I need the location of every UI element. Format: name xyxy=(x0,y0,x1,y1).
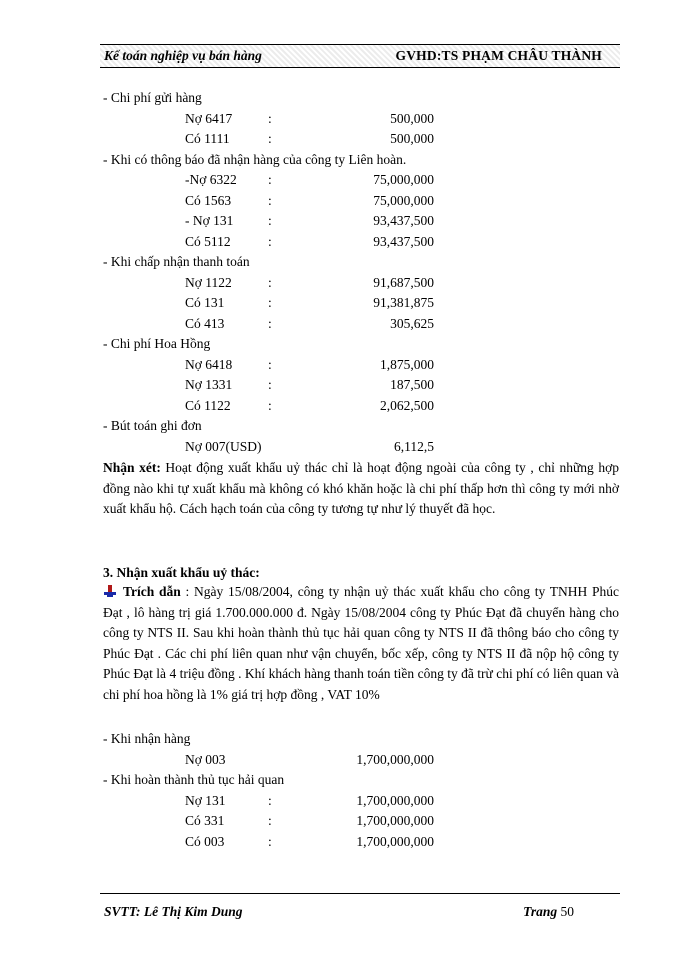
entry-colon: : xyxy=(268,295,272,310)
entry-account: Có 331 xyxy=(185,813,225,828)
entry-amount: 187,500 xyxy=(390,377,434,392)
entry-label: - Chi phí Hoa Hồng xyxy=(103,336,211,351)
page-label: Trang xyxy=(523,904,558,919)
entry-colon: : xyxy=(268,833,272,849)
excerpt-label: Trích dẫn xyxy=(123,584,181,599)
entry-colon: : xyxy=(268,274,272,290)
entry-colon: : xyxy=(268,377,272,392)
excerpt-paragraph xyxy=(103,582,619,705)
entry-amount: 1,700,000,000 xyxy=(356,751,434,767)
entry-amount: 1,700,000,000 xyxy=(356,813,434,828)
entry-account: Nợ 6417 xyxy=(185,110,233,126)
entry-amount: 93,437,500 xyxy=(373,233,434,249)
entry-account: -Nợ 6322 xyxy=(185,172,237,187)
entry-amount: 75,000,000 xyxy=(373,172,434,187)
entry-amount: 2,062,500 xyxy=(380,397,434,413)
entry-account: Nợ 003 xyxy=(185,751,226,767)
entry-account: Nợ 007(USD) xyxy=(185,438,262,454)
entry-account: Có 1122 xyxy=(185,397,231,413)
entry-amount: 1,700,000,000 xyxy=(356,792,434,808)
entry-account: Có 1111 xyxy=(185,131,230,146)
entry-label: - Chi phí gửi hàng xyxy=(103,90,202,105)
entry-account: Có 131 xyxy=(185,295,225,310)
header-instructor: GVHD:TS PHẠM CHÂU THÀNH xyxy=(395,48,602,63)
entry-account: - Nợ 131 xyxy=(185,213,234,228)
entry-amount: 500,000 xyxy=(390,131,434,146)
entry-colon: : xyxy=(268,172,272,187)
entry-amount: 1,875,000 xyxy=(380,356,434,372)
entry-colon: : xyxy=(268,192,272,208)
entry-colon: : xyxy=(268,213,272,228)
entry-colon: : xyxy=(268,397,272,413)
remark-label: Nhận xét: xyxy=(103,460,161,475)
entry-amount: 91,687,500 xyxy=(373,274,434,290)
excerpt-text: : Ngày 15/08/2004, công ty nhận uỷ thác xuất khẩu cho công ty TNHH Phúc Đạt , lô hàng trị giá 1.700.000.000 đ. Ngày 15/08/2004 công ty Phúc Đạt đã chuyển hàng cho công ty NTS II. Sau khi hoàn thành thủ tục hải quan công ty NTS II đã thông báo cho công ty Phúc Đạt . Các chi phí liên quan như vận chuyển, bốc xếp, công ty NTS II đã nộp hộ công ty Phúc Đạt là 4 triệu đồng . Khí khách hàng thanh toán tiền công ty đã trừ chi phí có liên quan và chi phí hoa hồng là 1% giá trị hợp đồng , VAT 10% xyxy=(103,584,619,702)
entry-label: - Khi có thông báo đã nhận hàng của công ty Liên hoàn. xyxy=(103,151,407,167)
entry-colon: : xyxy=(268,110,272,126)
entry-label: - Khi nhận hàng xyxy=(103,731,191,746)
entry-colon: : xyxy=(268,356,272,372)
entry-amount: 75,000,000 xyxy=(373,192,434,208)
entry-amount: 305,625 xyxy=(390,315,434,331)
remark-paragraph xyxy=(103,458,619,520)
entry-account: Có 413 xyxy=(185,315,225,331)
entry-amount: 6,112,5 xyxy=(394,438,434,454)
entry-label: - Khi hoàn thành thủ tục hải quan xyxy=(103,772,285,787)
entry-label: - Khi chấp nhận thanh toán xyxy=(103,254,250,269)
entry-amount: 1,700,000,000 xyxy=(356,833,434,849)
entry-colon: : xyxy=(268,315,272,331)
entry-account: Nợ 1331 xyxy=(185,377,233,392)
page-number: 50 xyxy=(560,904,574,919)
entry-account: Có 5112 xyxy=(185,233,231,249)
entry-colon: : xyxy=(268,813,272,828)
page-footer xyxy=(100,893,620,919)
entry-colon: : xyxy=(268,131,272,146)
entry-amount: 93,437,500 xyxy=(373,213,434,228)
entry-account: Nợ 6418 xyxy=(185,356,233,372)
footer-student: SVTT: Lê Thị Kim Dung xyxy=(104,904,243,919)
entry-label: - Bút toán ghi đơn xyxy=(103,418,202,433)
entry-amount: 500,000 xyxy=(390,110,434,126)
entry-colon: : xyxy=(268,233,272,249)
entry-account: Có 003 xyxy=(185,833,225,849)
entry-account: Nợ 131 xyxy=(185,792,226,808)
footer-page xyxy=(523,904,574,920)
header-course-title: Kế toán nghiệp vụ bán hàng xyxy=(104,48,262,63)
entry-account: Có 1563 xyxy=(185,192,232,208)
entry-account: Nợ 1122 xyxy=(185,274,232,290)
entry-colon: : xyxy=(268,792,272,808)
entry-amount: 91,381,875 xyxy=(373,295,434,310)
section-heading: 3. Nhận xuất khẩu uỷ thác: xyxy=(103,565,260,580)
pointer-hand-icon xyxy=(103,584,117,598)
remark-text: Hoạt động xuất khẩu uỷ thác chỉ là hoạt động ngoài của công ty , chỉ những hợp đồng nào khi tự xuất khẩu mà không có khó khăn hoặc là chi phí thấp hơn thì công ty mới nhờ xuất khẩu hộ. Cách hạch toán của công ty tương tự như lý thuyết đã học. xyxy=(103,460,619,516)
